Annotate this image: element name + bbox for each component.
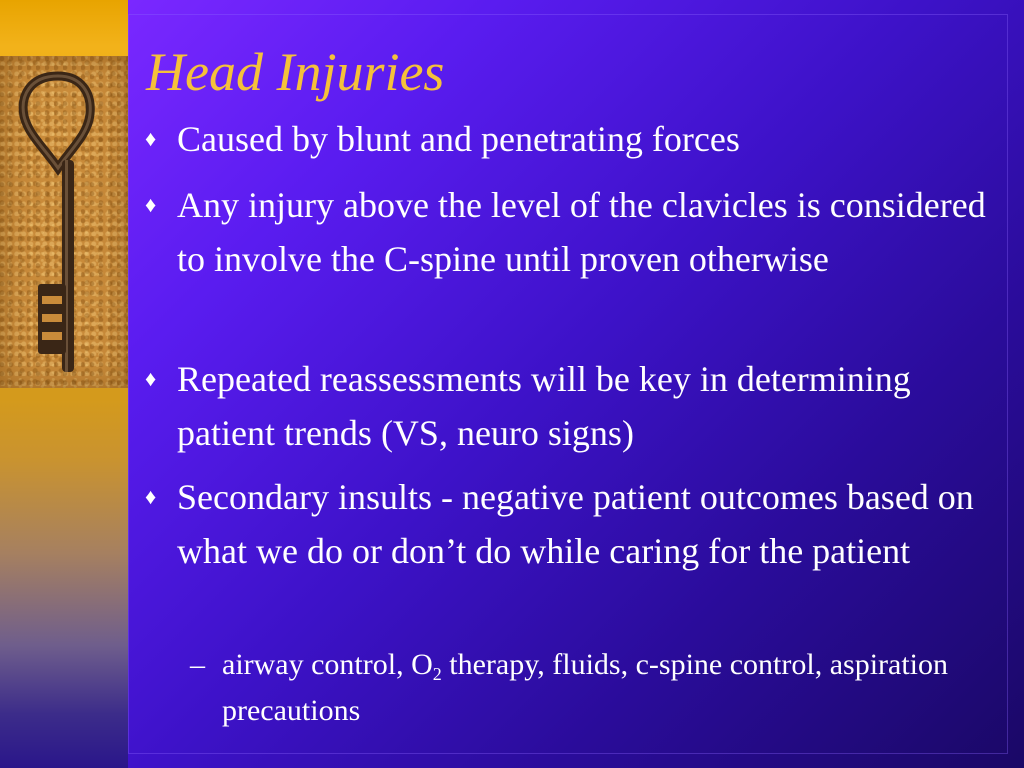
subscript-two: 2	[432, 664, 442, 684]
bullet-item	[145, 178, 1005, 286]
bullet-text: Any injury above the level of the clavicles is considered to involve the C-spine until proven otherwise	[177, 185, 986, 279]
slide-title: Head Injuries	[146, 42, 445, 102]
bullet-item	[145, 352, 1005, 460]
bullet-text: Caused by blunt and penetrating forces	[177, 119, 740, 159]
diamond-bullet-icon: ♦	[145, 484, 157, 509]
key-icon	[0, 56, 128, 388]
dash-bullet: –	[190, 648, 205, 681]
diamond-bullet-icon: ♦	[145, 126, 157, 151]
bullet-item	[145, 470, 1005, 578]
sub-bullet-text-start: airway control, O	[222, 648, 433, 681]
sub-bullet-item	[190, 642, 1012, 734]
key-photo-panel	[0, 56, 128, 388]
bullet-text: Secondary insults - negative patient outcomes based on what we do or don’t do while caring for the patient	[177, 477, 974, 571]
bullet-item	[145, 112, 740, 166]
sub-bullet-text-end: therapy, fluids, c-spine control, aspiration precautions	[222, 648, 949, 727]
diamond-bullet-icon: ♦	[145, 192, 157, 217]
diamond-bullet-icon: ♦	[145, 366, 157, 391]
bullet-text: Repeated reassessments will be key in determining patient trends (VS, neuro signs)	[177, 359, 911, 453]
